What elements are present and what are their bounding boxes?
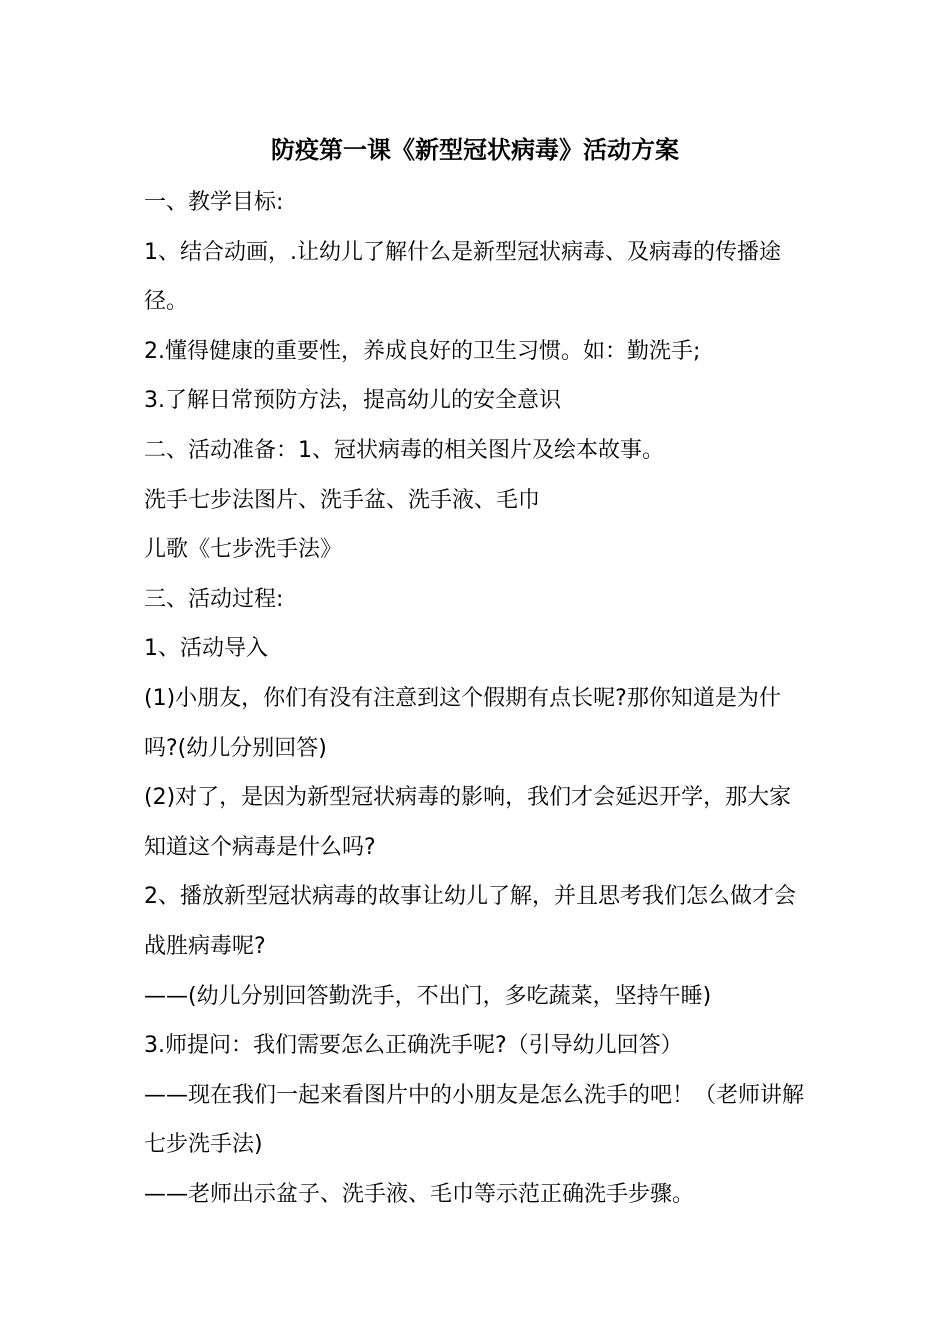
paragraph: 3.了解日常预防方法，提高幼儿的安全意识 (144, 388, 561, 414)
paragraph: 二、活动准备：1、冠状病毒的相关图片及绘本故事。 (144, 437, 664, 463)
paragraph: 一、教学目标: (144, 190, 284, 215)
paragraph: 1、结合动画，.让幼儿了解什么是新型冠状病毒、及病毒的传播途径。 (144, 239, 781, 315)
paragraph: 3.师提问：我们需要怎么正确洗手呢?（引导幼儿回答） (144, 1033, 683, 1059)
paragraph: ——老师出示盆子、洗手液、毛巾等示范正确洗手步骤。 (144, 1181, 695, 1207)
paragraph: 洗手七步法图片、洗手盆、洗手液、毛巾 (144, 487, 541, 513)
document-body (144, 178, 808, 1219)
paragraph: (2)对了，是因为新型冠状病毒的影响，我们才会延迟开学，那大家知道这个病毒是什么吗? (144, 785, 792, 860)
paragraph: ——现在我们一起来看图片中的小朋友是怎么洗手的吧！（老师讲解七步洗手法) (144, 1082, 805, 1158)
paragraph: 1、活动导入 (144, 636, 268, 662)
paragraph: (1)小朋友，你们有没有注意到这个假期有点长呢?那你知道是为什吗?(幼儿分别回答) (144, 685, 781, 761)
paragraph: 2、播放新型冠状病毒的故事让幼儿了解，并且思考我们怎么做才会战胜病毒呢? (144, 884, 796, 959)
paragraph: 儿歌《七步洗手法》 (144, 537, 343, 563)
document-title: 防疫第一课《新型冠状病毒》活动方案 (271, 135, 679, 164)
paragraph: 2.懂得健康的重要性，养成良好的卫生习惯。如：勤洗手; (144, 338, 701, 364)
paragraph: ——(幼儿分别回答勤洗手，不出门，多吃蔬菜，坚持午睡) (144, 983, 712, 1009)
paragraph: 三、活动过程: (144, 586, 284, 612)
